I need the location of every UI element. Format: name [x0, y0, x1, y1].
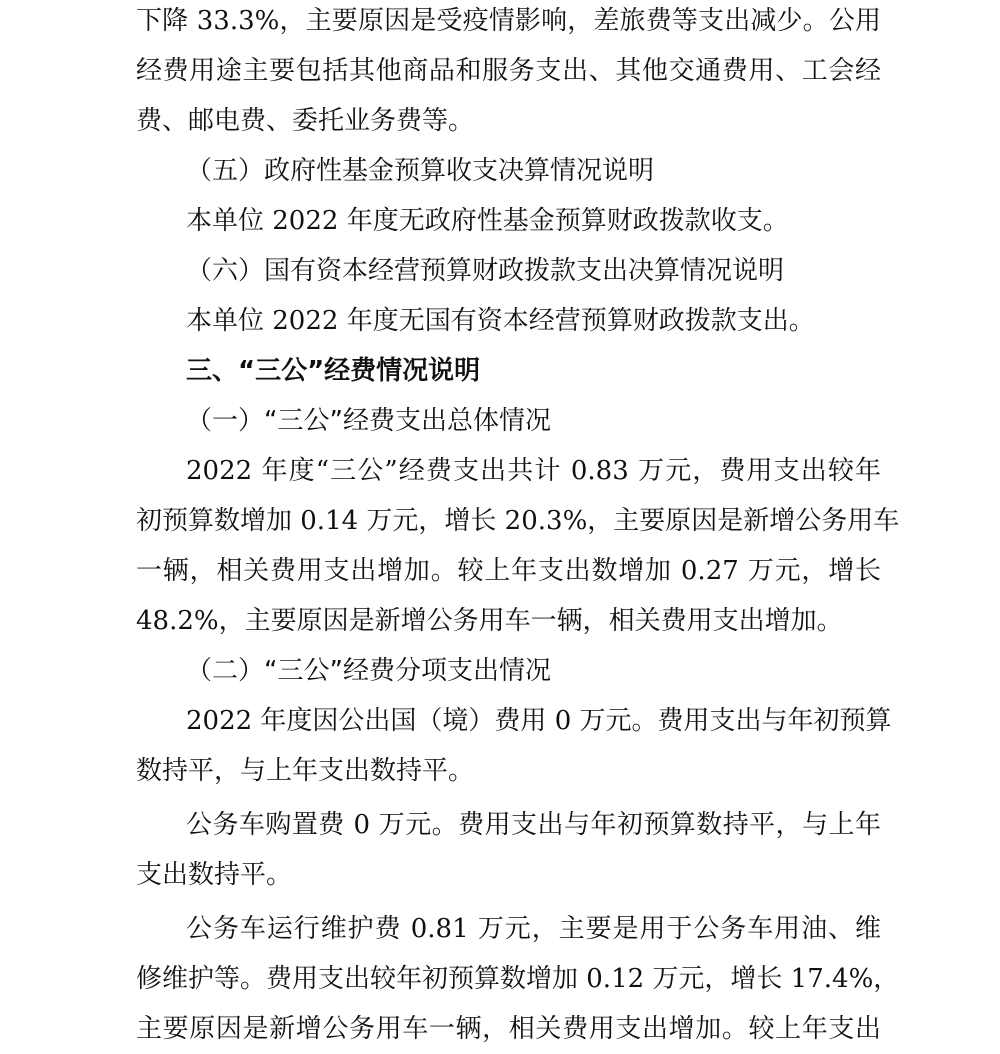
paragraph-line: 2022 年度因公出国（境）费用 0 万元。费用支出与年初预算 [186, 706, 892, 736]
section-heading-2: （二）“三公”经费分项支出情况 [186, 656, 551, 686]
paragraph-line: 下降 33.3%，主要原因是受疫情影响，差旅费等支出减少。公用 [136, 6, 881, 36]
paragraph-line: 公务车运行维护费 0.81 万元，主要是用于公务车用油、维 [186, 914, 881, 944]
paragraph-line: 主要原因是新增公务用车一辆，相关费用支出增加。较上年支出 [136, 1014, 881, 1044]
paragraph-line: 数持平，与上年支出数持平。 [136, 756, 475, 786]
paragraph-line: 2022 年度“三公”经费支出共计 0.83 万元，费用支出较年 [186, 456, 881, 486]
section-heading-6: （六）国有资本经营预算财政拨款支出决算情况说明 [186, 256, 785, 286]
paragraph-line: 本单位 2022 年度无国有资本经营预算财政拨款支出。 [186, 306, 815, 336]
paragraph-line: 支出数持平。 [136, 860, 293, 890]
paragraph-line: 本单位 2022 年度无政府性基金预算财政拨款收支。 [186, 206, 789, 236]
chapter-heading-3: 三、“三公”经费情况说明 [186, 356, 481, 386]
paragraph-line: 修维护等。费用支出较年初预算数增加 0.12 万元，增长 17.4%， [136, 964, 900, 994]
section-heading-1: （一）“三公”经费支出总体情况 [186, 406, 551, 436]
paragraph-line: 48.2%，主要原因是新增公务用车一辆，相关费用支出增加。 [136, 606, 843, 636]
paragraph-line: 费、邮电费、委托业务费等。 [136, 106, 475, 136]
paragraph-line: 一辆，相关费用支出增加。较上年支出数增加 0.27 万元，增长 [136, 556, 881, 586]
paragraph-line: 公务车购置费 0 万元。费用支出与年初预算数持平，与上年 [186, 810, 881, 840]
paragraph-line: 经费用途主要包括其他商品和服务支出、其他交通费用、工会经 [136, 56, 881, 86]
section-heading-5: （五）政府性基金预算收支决算情况说明 [186, 156, 655, 186]
paragraph-line: 初预算数增加 0.14 万元，增长 20.3%，主要原因是新增公务用车 [136, 506, 900, 536]
